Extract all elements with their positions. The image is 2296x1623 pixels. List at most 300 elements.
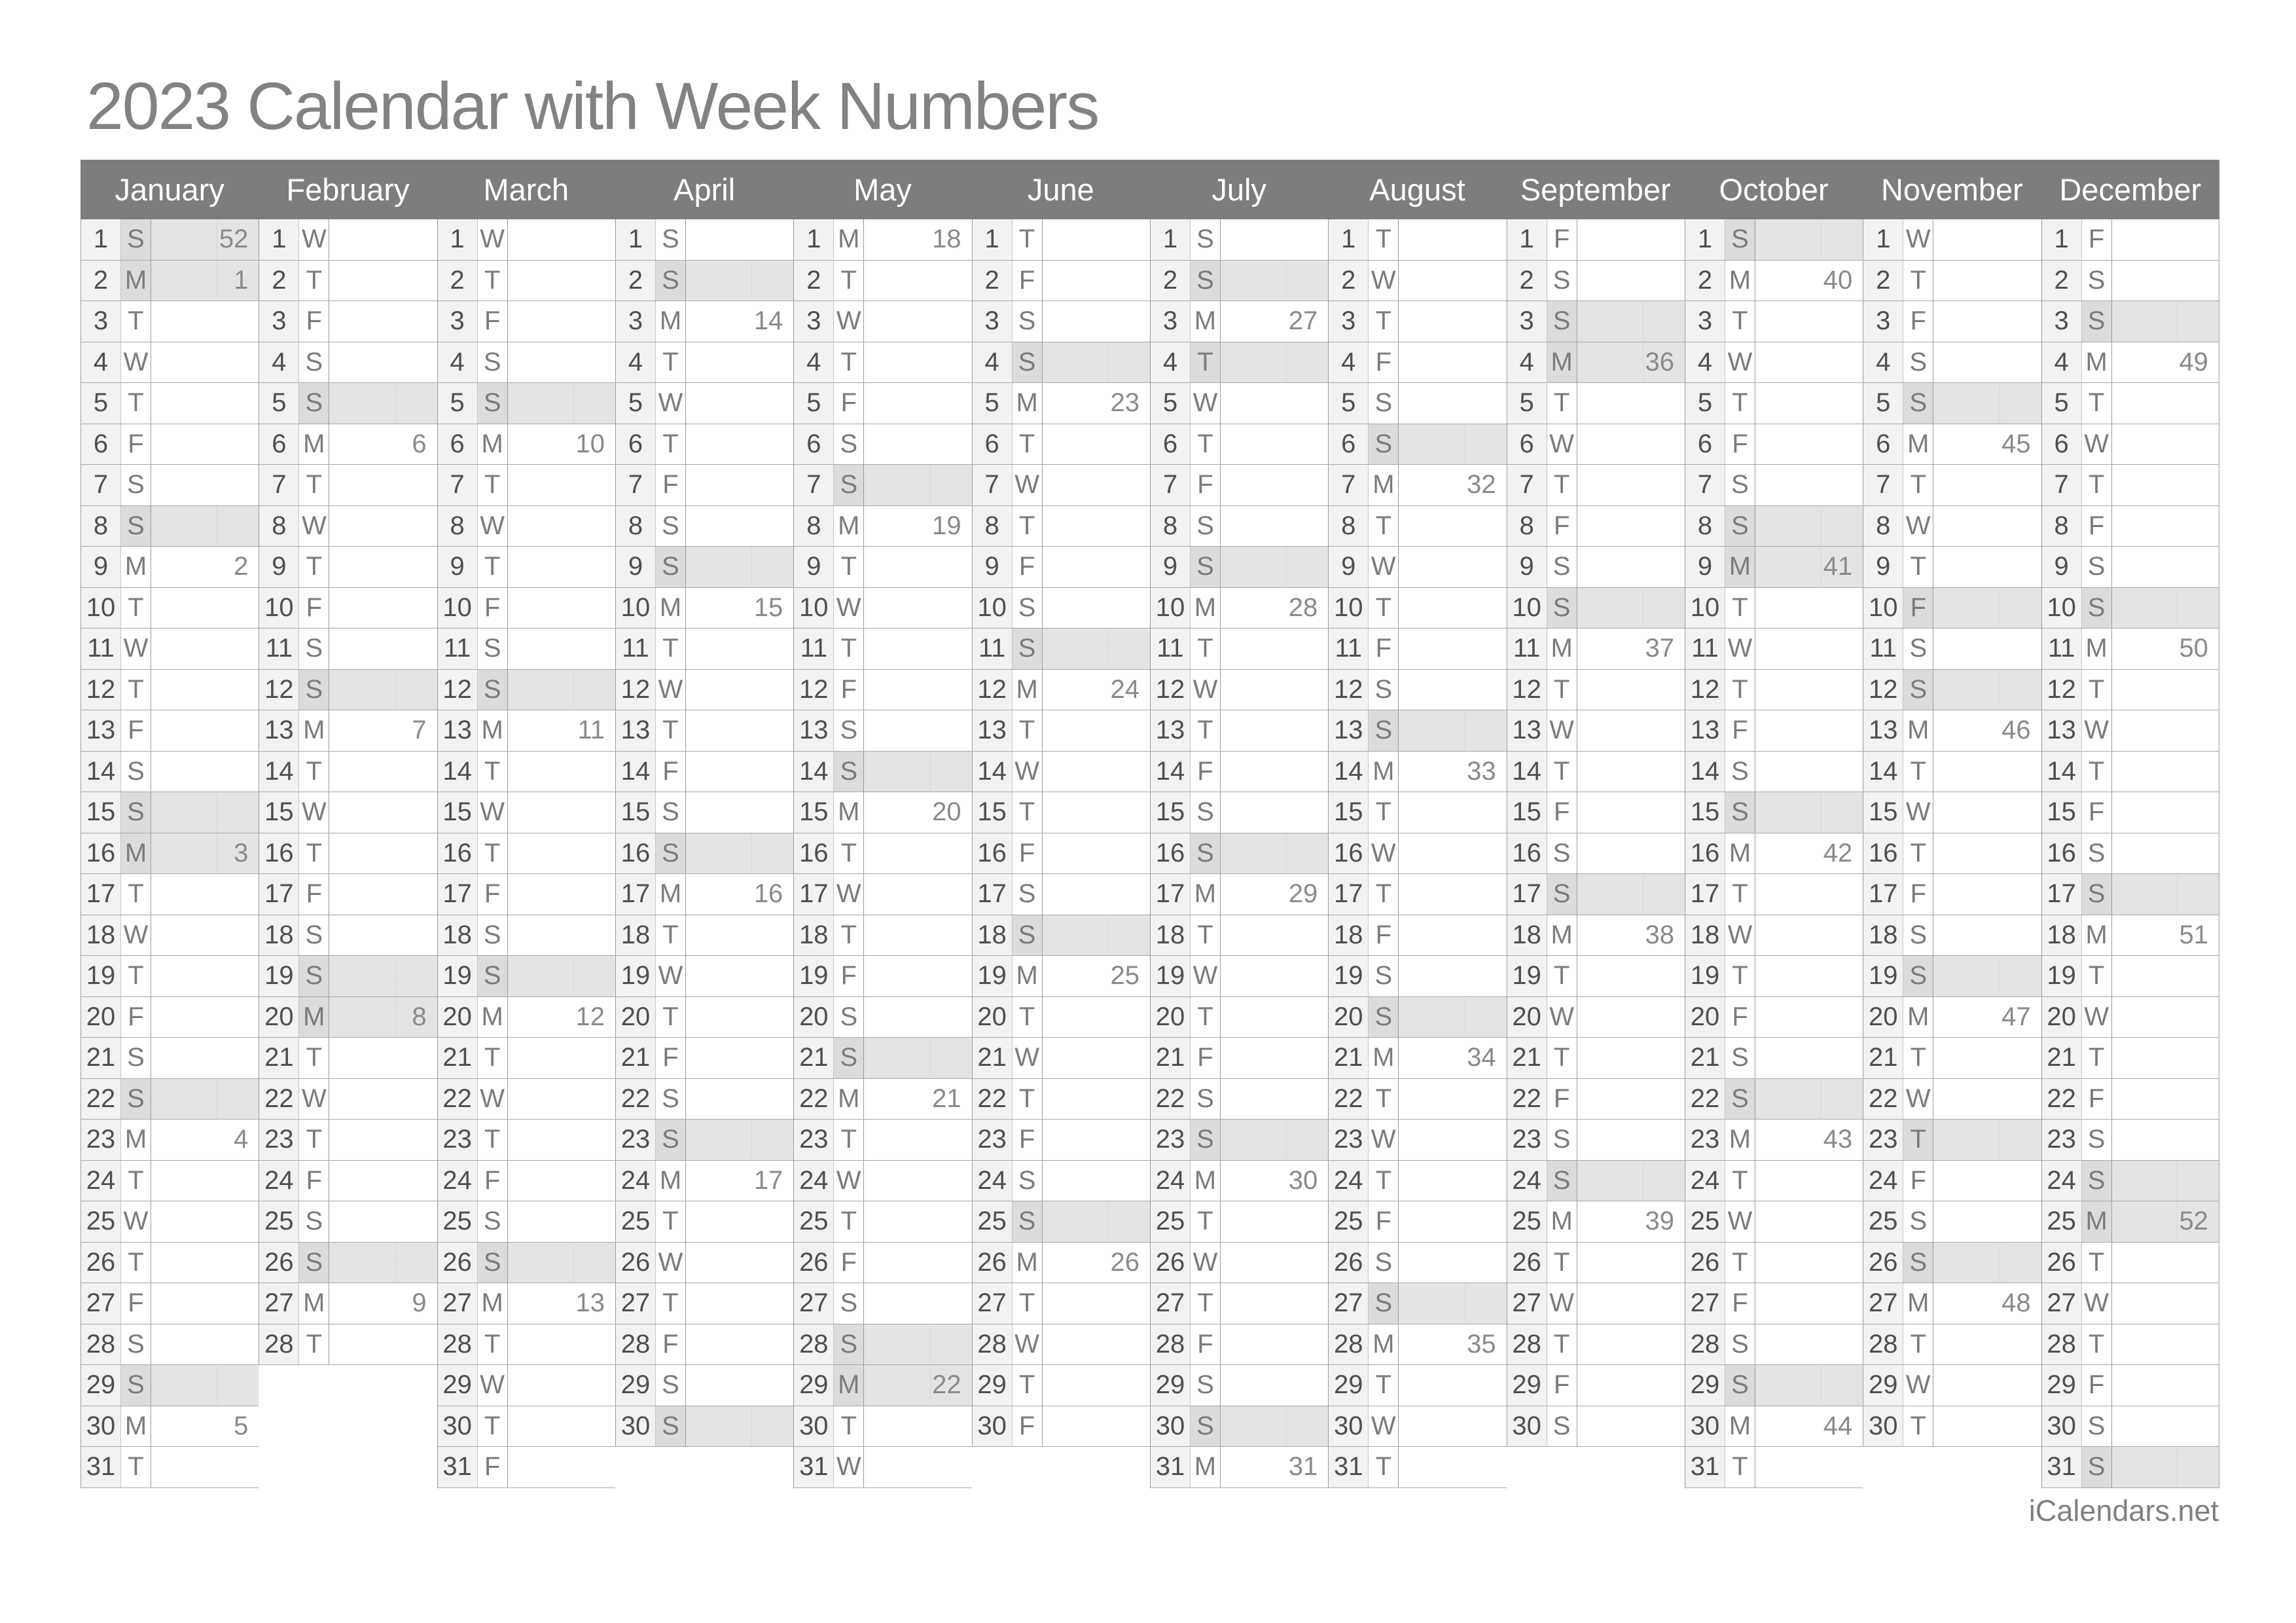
day-number-cell: 19 <box>793 956 834 996</box>
weekday-letter-cell: S <box>121 1324 151 1365</box>
weekday-letter-cell: W <box>1191 956 1221 996</box>
day-row <box>1507 219 1685 261</box>
week-number-cell <box>1043 915 1150 956</box>
week-number-cell <box>329 956 437 996</box>
weekday-letter-cell: F <box>1013 1406 1043 1447</box>
day-row <box>2041 874 2219 915</box>
week-number-cell <box>329 1038 437 1078</box>
day-row <box>1150 915 1328 957</box>
day-number-cell: 19 <box>81 956 121 996</box>
weekday-letter-cell: W <box>121 342 151 383</box>
day-number-cell: 4 <box>1685 342 1725 383</box>
day-row <box>1863 1365 2041 1406</box>
day-number-cell: 12 <box>1328 670 1369 710</box>
day-number-cell: 3 <box>615 301 656 342</box>
weekday-letter-cell: T <box>1191 629 1221 669</box>
day-row <box>793 506 971 547</box>
weekday-letter-cell: F <box>1191 465 1221 505</box>
day-number-cell: 1 <box>1863 219 1903 260</box>
day-number-cell: 8 <box>1328 506 1369 547</box>
weekday-letter-cell: T <box>1547 465 1577 505</box>
day-row <box>1685 1201 1863 1243</box>
day-row <box>1863 588 2041 629</box>
day-number-cell: 7 <box>437 465 478 505</box>
weekday-letter-cell: S <box>1369 710 1399 751</box>
weekday-letter-cell: F <box>834 383 864 424</box>
day-row <box>1328 261 1506 302</box>
weekday-letter-cell: W <box>121 1201 151 1242</box>
week-number-cell <box>1399 219 1506 260</box>
day-number-cell: 30 <box>1685 1406 1725 1447</box>
day-row <box>615 424 793 465</box>
day-number-cell: 10 <box>972 588 1013 629</box>
weekday-letter-cell: S <box>1191 547 1221 587</box>
day-row <box>437 342 615 384</box>
weekday-letter-cell: F <box>1369 629 1399 669</box>
weekday-letter-cell: F <box>1191 752 1221 792</box>
weekday-letter-cell: M <box>2082 1201 2112 1242</box>
day-number-cell: 9 <box>1685 547 1725 587</box>
weekday-letter-cell: F <box>1369 1201 1399 1242</box>
day-number-cell: 2 <box>437 261 478 301</box>
weekday-letter-cell: S <box>656 1406 686 1447</box>
day-row <box>437 261 615 302</box>
day-row <box>1150 629 1328 670</box>
day-row <box>437 1120 615 1161</box>
day-number-cell: 20 <box>2041 997 2082 1038</box>
day-row <box>972 956 1150 997</box>
day-number-cell: 5 <box>615 383 656 424</box>
weekday-letter-cell: T <box>299 833 329 874</box>
day-row <box>1150 1038 1328 1079</box>
day-row <box>1507 1079 1685 1120</box>
week-number-cell <box>151 1201 259 1242</box>
day-row <box>259 997 437 1038</box>
week-number-cell <box>864 997 971 1038</box>
weekday-letter-cell: W <box>2082 1283 2112 1324</box>
day-row <box>437 465 615 506</box>
week-number-cell <box>1043 1283 1150 1324</box>
weekday-letter-cell: T <box>1191 342 1221 383</box>
day-number-cell: 4 <box>437 342 478 383</box>
day-number-cell: 19 <box>972 956 1013 996</box>
day-number-cell: 7 <box>1328 465 1369 505</box>
weekday-letter-cell: S <box>299 629 329 669</box>
day-number-cell: 20 <box>1507 997 1547 1038</box>
weekday-letter-cell: T <box>1903 1324 1933 1365</box>
day-number-cell: 30 <box>972 1406 1013 1447</box>
day-row <box>1150 261 1328 302</box>
week-number-cell <box>508 833 615 874</box>
week-number-cell <box>1755 670 1863 710</box>
day-row <box>1328 997 1506 1038</box>
day-row <box>793 833 971 875</box>
day-row <box>1863 547 2041 588</box>
week-number-cell <box>1043 219 1150 260</box>
day-number-cell: 1 <box>81 219 121 260</box>
day-row <box>1507 710 1685 752</box>
weekday-letter-cell: S <box>1547 261 1577 301</box>
day-number-cell: 7 <box>259 465 299 505</box>
weekday-letter-cell: T <box>1013 1365 1043 1406</box>
weekday-letter-cell: S <box>299 956 329 996</box>
month-header: October <box>1685 160 1863 219</box>
weekday-letter-cell: S <box>834 465 864 505</box>
week-number-cell <box>1577 547 1685 587</box>
day-number-cell: 23 <box>615 1120 656 1160</box>
day-row <box>1863 301 2041 342</box>
week-number-cell <box>1221 710 1328 751</box>
day-number-cell: 2 <box>81 261 121 301</box>
week-number-cell <box>1755 1243 1863 1283</box>
weekday-letter-cell: T <box>121 1447 151 1487</box>
day-row <box>1863 1120 2041 1161</box>
week-number-cell <box>1399 301 1506 342</box>
week-number-cell <box>1043 874 1150 915</box>
day-number-cell: 16 <box>1685 833 1725 874</box>
week-number-cell <box>329 219 437 260</box>
week-number-cell <box>1577 1079 1685 1120</box>
day-number-cell: 19 <box>1328 956 1369 996</box>
week-number-cell <box>686 1283 793 1324</box>
weekday-letter-cell: M <box>2082 342 2112 383</box>
week-number-cell <box>1933 670 2041 710</box>
weekday-letter-cell: F <box>2082 1365 2112 1406</box>
day-number-cell: 14 <box>1685 752 1725 792</box>
day-row <box>1150 670 1328 711</box>
day-number-cell: 30 <box>1507 1406 1547 1447</box>
day-row <box>437 383 615 424</box>
week-number-cell <box>1399 874 1506 915</box>
week-number-cell <box>508 1324 615 1365</box>
day-row <box>972 833 1150 875</box>
weekday-letter-cell: S <box>834 1283 864 1324</box>
weekday-letter-cell: W <box>299 792 329 833</box>
day-number-cell: 9 <box>615 547 656 587</box>
day-number-cell: 27 <box>81 1283 121 1324</box>
day-row <box>81 1161 259 1202</box>
week-number-cell <box>151 997 259 1038</box>
weekday-letter-cell: S <box>299 915 329 956</box>
day-row <box>1685 752 1863 793</box>
day-number-cell: 17 <box>972 874 1013 915</box>
week-number-cell: 24 <box>1043 670 1150 710</box>
week-number-cell: 17 <box>686 1161 793 1201</box>
day-number-cell: 16 <box>972 833 1013 874</box>
week-number-cell <box>2112 1038 2219 1078</box>
weekday-letter-cell: S <box>2082 1161 2112 1201</box>
week-number-cell <box>1221 752 1328 792</box>
day-row <box>259 1161 437 1202</box>
weekday-letter-cell: S <box>2082 547 2112 587</box>
week-number-cell <box>2112 1243 2219 1283</box>
weekday-letter-cell: F <box>121 424 151 465</box>
day-number-cell: 7 <box>615 465 656 505</box>
day-row <box>972 1038 1150 1079</box>
day-number-cell: 24 <box>259 1161 299 1201</box>
week-number-cell: 4 <box>151 1120 259 1160</box>
day-number-cell: 2 <box>1863 261 1903 301</box>
day-row <box>615 219 793 261</box>
month-column-january <box>81 160 259 1488</box>
day-number-cell: 6 <box>1685 424 1725 465</box>
weekday-letter-cell: F <box>1013 833 1043 874</box>
day-number-cell: 17 <box>437 874 478 915</box>
day-number-cell: 2 <box>2041 261 2082 301</box>
day-number-cell: 17 <box>1507 874 1547 915</box>
weekday-letter-cell: W <box>1013 752 1043 792</box>
day-number-cell: 23 <box>1863 1120 1903 1160</box>
weekday-letter-cell: T <box>478 261 508 301</box>
weekday-letter-cell: T <box>1369 219 1399 260</box>
weekday-letter-cell: S <box>1725 1079 1755 1120</box>
weekday-letter-cell: F <box>1725 1283 1755 1324</box>
day-number-cell: 20 <box>1150 997 1191 1038</box>
week-number-cell <box>864 465 971 505</box>
day-row <box>259 1079 437 1120</box>
weekday-letter-cell: M <box>656 588 686 629</box>
week-number-cell <box>1399 1161 1506 1201</box>
weekday-letter-cell: M <box>834 506 864 547</box>
weekday-letter-cell: F <box>1725 997 1755 1038</box>
weekday-letter-cell: T <box>834 833 864 874</box>
week-number-cell: 10 <box>508 424 615 465</box>
week-number-cell <box>864 1038 971 1078</box>
weekday-letter-cell: M <box>121 261 151 301</box>
day-row <box>259 1243 437 1284</box>
day-number-cell: 18 <box>81 915 121 956</box>
day-row <box>615 1038 793 1079</box>
week-number-cell <box>1043 588 1150 629</box>
weekday-letter-cell: M <box>478 997 508 1038</box>
day-row <box>1685 1079 1863 1120</box>
weekday-letter-cell: M <box>834 1079 864 1120</box>
day-number-cell: 14 <box>615 752 656 792</box>
weekday-letter-cell: S <box>834 1038 864 1078</box>
week-number-cell <box>1221 1079 1328 1120</box>
weekday-letter-cell: T <box>1369 1447 1399 1487</box>
weekday-letter-cell: M <box>1013 1243 1043 1283</box>
day-number-cell: 26 <box>1507 1243 1547 1283</box>
week-number-cell <box>2112 833 2219 874</box>
weekday-letter-cell: F <box>299 301 329 342</box>
day-number-cell: 28 <box>81 1324 121 1365</box>
day-row <box>1150 1201 1328 1243</box>
week-number-cell: 37 <box>1577 629 1685 669</box>
day-row <box>615 547 793 588</box>
day-number-cell: 3 <box>437 301 478 342</box>
day-number-cell: 11 <box>1685 629 1725 669</box>
weekday-letter-cell: W <box>1547 997 1577 1038</box>
week-number-cell <box>329 301 437 342</box>
weekday-letter-cell: W <box>834 1447 864 1487</box>
weekday-letter-cell: M <box>834 792 864 833</box>
week-number-cell <box>1755 342 1863 383</box>
day-row <box>437 1365 615 1406</box>
weekday-letter-cell: M <box>299 997 329 1038</box>
day-number-cell: 25 <box>1507 1201 1547 1242</box>
week-number-cell: 15 <box>686 588 793 629</box>
week-number-cell: 40 <box>1755 261 1863 301</box>
weekday-letter-cell: M <box>299 1283 329 1324</box>
week-number-cell <box>686 1201 793 1242</box>
day-row <box>437 710 615 752</box>
week-number-cell <box>1577 588 1685 629</box>
weekday-letter-cell: S <box>656 547 686 587</box>
day-number-cell: 10 <box>437 588 478 629</box>
day-number-cell: 13 <box>1685 710 1725 751</box>
weekday-letter-cell: T <box>121 301 151 342</box>
day-number-cell: 29 <box>1863 1365 1903 1406</box>
day-number-cell: 15 <box>437 792 478 833</box>
weekday-letter-cell: W <box>1191 1243 1221 1283</box>
day-row <box>615 383 793 424</box>
weekday-letter-cell: F <box>2082 219 2112 260</box>
day-number-cell: 12 <box>1863 670 1903 710</box>
day-number-cell: 20 <box>972 997 1013 1038</box>
week-number-cell <box>1755 1365 1863 1406</box>
weekday-letter-cell: S <box>1013 588 1043 629</box>
day-number-cell: 29 <box>1685 1365 1725 1406</box>
day-row <box>2041 752 2219 793</box>
weekday-letter-cell: W <box>834 1161 864 1201</box>
weekday-letter-cell: S <box>1547 833 1577 874</box>
weekday-letter-cell: M <box>1369 465 1399 505</box>
day-row <box>1507 1161 1685 1202</box>
day-row <box>259 424 437 465</box>
day-row <box>1507 915 1685 957</box>
weekday-letter-cell: M <box>1903 997 1933 1038</box>
weekday-letter-cell: T <box>656 1283 686 1324</box>
day-row <box>1685 915 1863 957</box>
week-number-cell <box>1221 670 1328 710</box>
weekday-letter-cell: M <box>299 424 329 465</box>
weekday-letter-cell: T <box>478 752 508 792</box>
day-number-cell: 9 <box>1328 547 1369 587</box>
week-number-cell <box>508 1161 615 1201</box>
week-number-cell <box>1399 1120 1506 1160</box>
day-number-cell: 8 <box>615 506 656 547</box>
day-row <box>1863 670 2041 711</box>
day-row <box>81 588 259 629</box>
weekday-letter-cell: T <box>656 915 686 956</box>
day-number-cell: 31 <box>2041 1447 2082 1487</box>
day-row <box>1685 1120 1863 1161</box>
day-row <box>1863 997 2041 1038</box>
weekday-letter-cell: T <box>656 997 686 1038</box>
week-number-cell <box>1221 1283 1328 1324</box>
weekday-letter-cell: T <box>1369 792 1399 833</box>
week-number-cell <box>151 752 259 792</box>
weekday-letter-cell: W <box>1547 710 1577 751</box>
weekday-letter-cell: F <box>1191 1038 1221 1078</box>
day-number-cell: 11 <box>972 629 1013 669</box>
week-number-cell <box>2112 1283 2219 1324</box>
day-number-cell: 26 <box>437 1243 478 1283</box>
week-number-cell <box>151 1283 259 1324</box>
week-number-cell <box>151 1243 259 1283</box>
day-number-cell: 15 <box>793 792 834 833</box>
week-number-cell <box>508 1120 615 1160</box>
day-number-cell: 21 <box>793 1038 834 1078</box>
week-number-cell <box>329 752 437 792</box>
weekday-letter-cell: S <box>1547 1406 1577 1447</box>
weekday-letter-cell: S <box>1013 301 1043 342</box>
day-number-cell: 9 <box>793 547 834 587</box>
week-number-cell: 38 <box>1577 915 1685 956</box>
day-number-cell: 11 <box>259 629 299 669</box>
day-row <box>1863 710 2041 752</box>
day-number-cell: 5 <box>81 383 121 424</box>
day-row <box>1863 833 2041 875</box>
week-number-cell <box>1399 670 1506 710</box>
day-number-cell: 13 <box>1507 710 1547 751</box>
day-number-cell: 6 <box>972 424 1013 465</box>
day-row <box>1507 424 1685 465</box>
day-number-cell: 5 <box>1150 383 1191 424</box>
weekday-letter-cell: T <box>121 1243 151 1283</box>
week-number-cell <box>1577 301 1685 342</box>
day-row <box>1328 1038 1506 1079</box>
week-number-cell <box>1043 1324 1150 1365</box>
weekday-letter-cell: S <box>299 383 329 424</box>
day-row <box>437 1243 615 1284</box>
day-row <box>972 342 1150 384</box>
week-number-cell <box>2112 383 2219 424</box>
weekday-letter-cell: W <box>1191 383 1221 424</box>
weekday-letter-cell: F <box>1013 261 1043 301</box>
weekday-letter-cell: M <box>1191 1161 1221 1201</box>
day-number-cell: 13 <box>81 710 121 751</box>
month-header: May <box>793 160 971 219</box>
day-row <box>972 1283 1150 1324</box>
week-number-cell <box>508 1365 615 1406</box>
day-number-cell: 9 <box>437 547 478 587</box>
day-number-cell: 21 <box>1507 1038 1547 1078</box>
weekday-letter-cell: W <box>1903 219 1933 260</box>
weekday-letter-cell: W <box>656 956 686 996</box>
day-number-cell: 3 <box>259 301 299 342</box>
weekday-letter-cell: W <box>2082 710 2112 751</box>
day-row <box>81 506 259 547</box>
day-number-cell: 23 <box>1150 1120 1191 1160</box>
day-number-cell: 21 <box>1150 1038 1191 1078</box>
day-row <box>1150 997 1328 1038</box>
day-row <box>615 1161 793 1202</box>
day-row <box>1507 997 1685 1038</box>
day-row <box>259 383 437 424</box>
week-number-cell: 25 <box>1043 956 1150 996</box>
weekday-letter-cell: F <box>478 588 508 629</box>
weekday-letter-cell: W <box>656 1243 686 1283</box>
day-number-cell: 3 <box>1507 301 1547 342</box>
weekday-letter-cell: T <box>478 547 508 587</box>
week-number-cell <box>1399 915 1506 956</box>
week-number-cell <box>1577 670 1685 710</box>
day-number-cell: 7 <box>81 465 121 505</box>
weekday-letter-cell: W <box>1725 342 1755 383</box>
day-number-cell: 24 <box>1685 1161 1725 1201</box>
week-number-cell <box>508 219 615 260</box>
week-number-cell <box>1221 629 1328 669</box>
day-row <box>81 465 259 506</box>
day-row <box>1328 424 1506 465</box>
day-row <box>1150 1120 1328 1161</box>
weekday-letter-cell: T <box>478 1038 508 1078</box>
day-row <box>1328 1406 1506 1448</box>
week-number-cell <box>1043 710 1150 751</box>
week-number-cell <box>508 1243 615 1283</box>
